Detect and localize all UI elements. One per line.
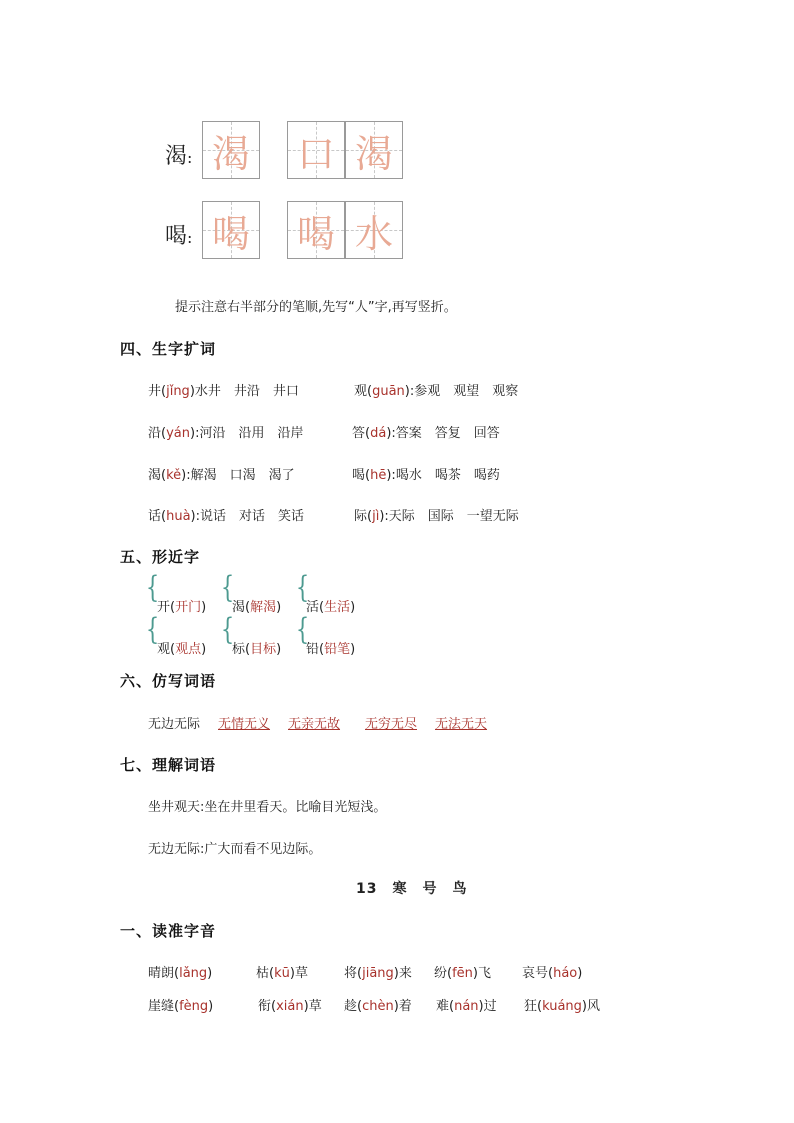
section-heading-understand-words: 七、理解词语	[120, 756, 217, 774]
pinyin-entry: 难(nán)过	[436, 999, 497, 1014]
word-entry: 沿(yán):河沿 沿用 沿岸	[148, 426, 304, 441]
grid-cell-pair-right: 渴	[345, 121, 403, 179]
pinyin-entry: 晴朗(lǎng)	[148, 966, 213, 981]
answer-word: 无亲无故	[288, 717, 341, 732]
word-entry: 答(dá):答案 答复 回答	[352, 426, 500, 441]
grid-label-he: 喝:	[165, 224, 193, 249]
brace-icon: {	[145, 612, 160, 647]
word-entry: 际(jì):天际 国际 一望无际	[354, 509, 519, 524]
pinyin-entry: 衔(xián)草	[258, 999, 322, 1014]
similar-char-bottom: 铅(铅笔)	[306, 642, 356, 657]
pinyin-entry: 纷(fēn)飞	[434, 966, 492, 981]
brace-icon: {	[220, 570, 235, 605]
pinyin-entry: 狂(kuáng)风	[524, 999, 601, 1014]
grid-cell-pair-left: 口	[287, 121, 345, 179]
section-heading-imitate-words: 六、仿写词语	[120, 672, 217, 690]
answer-word: 无法无天	[435, 717, 488, 732]
brace-icon: {	[220, 612, 235, 647]
word-entry: 话(huà):说话 对话 笑话	[148, 509, 305, 524]
section-heading-similar-chars: 五、形近字	[120, 548, 201, 566]
section-heading-expand-words: 四、生字扩词	[120, 340, 217, 358]
example-word: 无边无际	[148, 717, 201, 732]
definition: 坐井观天:坐在井里看天。比喻目光短浅。	[148, 800, 387, 815]
answer-word: 无情无义	[218, 717, 271, 732]
pinyin-entry: 崖缝(fèng)	[148, 999, 214, 1014]
answer-word: 无穷无尽	[365, 717, 418, 732]
similar-char-top: 开(开门)	[157, 600, 207, 615]
word-entry: 观(guān):参观 观望 观察	[354, 384, 519, 399]
lesson-title: 13 寒 号 鸟	[356, 881, 468, 897]
similar-char-top: 活(生活)	[306, 600, 356, 615]
similar-char-top: 渴(解渴)	[232, 600, 282, 615]
word-entry: 井(jǐng)水井 井沿 井口	[148, 384, 299, 399]
grid-cell-pair-right: 水	[345, 201, 403, 259]
pinyin-entry: 将(jiāng)来	[344, 966, 412, 981]
grid-label-ke: 渴:	[165, 144, 193, 169]
pinyin-entry: 哀号(háo)	[522, 966, 583, 981]
section-heading-pronunciation: 一、读准字音	[120, 922, 217, 940]
brace-icon: {	[145, 570, 160, 605]
definition: 无边无际:广大而看不见边际。	[148, 842, 322, 857]
brace-icon: {	[295, 612, 310, 647]
word-entry: 渴(kě):解渴 口渴 渴了	[148, 468, 295, 483]
similar-char-bottom: 标(目标)	[232, 642, 282, 657]
pinyin-entry: 趁(chèn)着	[344, 999, 412, 1014]
grid-cell-single: 渴	[202, 121, 260, 179]
stroke-order-hint: 提示注意右半部分的笔顺,先写“人”字,再写竖折。	[175, 300, 457, 315]
word-entry: 喝(hē):喝水 喝茶 喝药	[352, 468, 500, 483]
grid-cell-single: 喝	[202, 201, 260, 259]
brace-icon: {	[295, 570, 310, 605]
similar-char-bottom: 观(观点)	[157, 642, 207, 657]
pinyin-entry: 枯(kū)草	[256, 966, 308, 981]
grid-cell-pair-left: 喝	[287, 201, 345, 259]
